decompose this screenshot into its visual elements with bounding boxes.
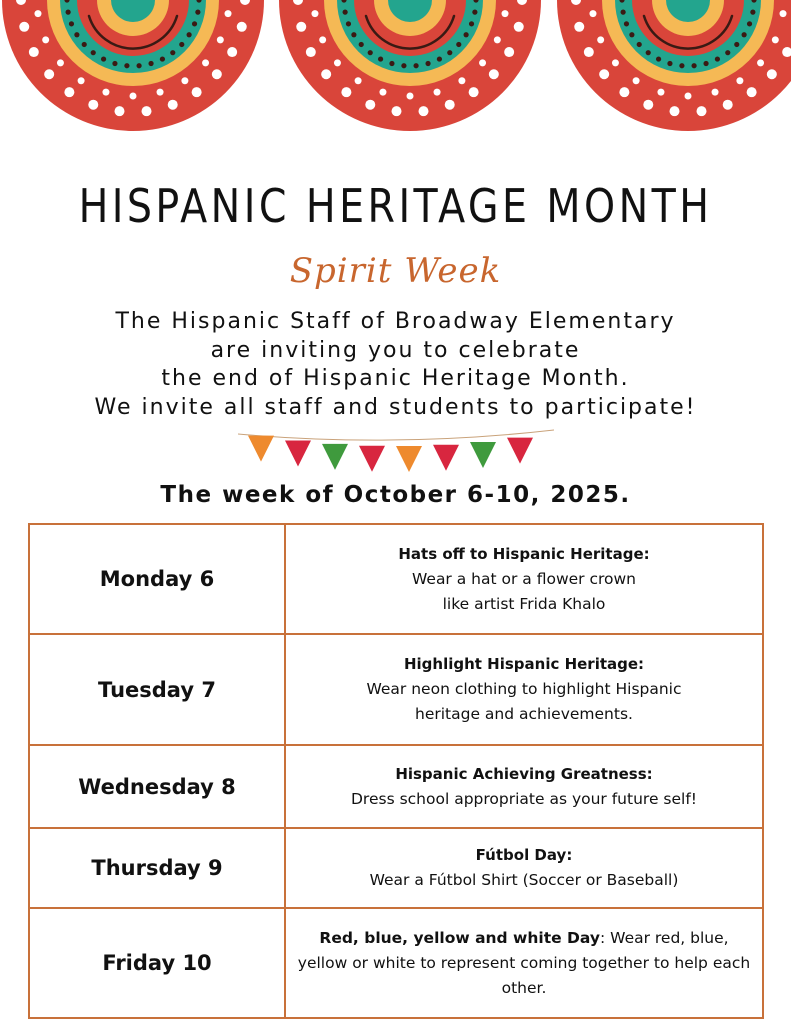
paper-fan-icon bbox=[279, 0, 541, 131]
pennant-flag bbox=[433, 445, 459, 471]
activity-cell bbox=[285, 828, 763, 908]
activity-title: Fútbol Day: bbox=[475, 846, 573, 864]
paper-fan-icon bbox=[557, 0, 791, 131]
activity-cell bbox=[285, 745, 763, 828]
schedule-table bbox=[28, 523, 764, 1019]
pennant-flag bbox=[285, 440, 311, 466]
table-row bbox=[29, 634, 763, 745]
day-cell: Friday 10 bbox=[29, 908, 285, 1018]
activity-title: Red, blue, yellow and white Day bbox=[319, 928, 600, 947]
table-row bbox=[29, 524, 763, 634]
page-title: HISPANIC HERITAGE MONTH bbox=[78, 179, 713, 233]
pennant-flag bbox=[470, 442, 496, 468]
table-row bbox=[29, 828, 763, 908]
week-heading: The week of October 6-10, 2025. bbox=[160, 482, 631, 508]
activity-cell bbox=[285, 634, 763, 745]
activity-line: Dress school appropriate as your future self! bbox=[351, 789, 697, 808]
paper-fan-icon bbox=[2, 0, 264, 131]
pennant-flag bbox=[396, 446, 422, 472]
day-cell: Tuesday 7 bbox=[29, 634, 285, 745]
intro-paragraph bbox=[0, 308, 791, 422]
activity-description: : Wear red, blue, yellow or white to represent coming together to help each other. bbox=[297, 928, 751, 997]
day-cell: Monday 6 bbox=[29, 524, 285, 634]
intro-line: the end of Hispanic Heritage Month. bbox=[161, 366, 630, 391]
paper-fan-ornaments bbox=[0, 0, 791, 140]
pennant-flag bbox=[507, 438, 533, 464]
activity-line: heritage and achievements. bbox=[415, 705, 633, 723]
day-cell: Thursday 9 bbox=[29, 828, 285, 908]
activity-line: Wear a hat or a flower crown bbox=[411, 569, 636, 588]
activity-cell bbox=[285, 908, 763, 1018]
page-subtitle: Spirit Week bbox=[289, 251, 502, 291]
intro-line: We invite all staff and students to participate! bbox=[94, 394, 697, 420]
table-row bbox=[29, 908, 763, 1018]
activity-line: like artist Frida Khalo bbox=[442, 594, 606, 613]
pennant-flag bbox=[322, 444, 348, 470]
activity-title: Hats off to Hispanic Heritage: bbox=[398, 544, 650, 563]
activity-title: Highlight Hispanic Heritage: bbox=[403, 655, 645, 673]
activity-cell bbox=[285, 524, 763, 634]
activity-line: Wear neon clothing to highlight Hispanic bbox=[366, 680, 682, 698]
intro-line: are inviting you to celebrate bbox=[210, 337, 581, 363]
intro-line: The Hispanic Staff of Broadway Elementary bbox=[115, 309, 676, 334]
pennant-flag bbox=[359, 446, 385, 472]
activity-title: Hispanic Achieving Greatness: bbox=[395, 764, 653, 783]
table-row bbox=[29, 745, 763, 828]
activity-line: Wear a Fútbol Shirt (Soccer or Baseball) bbox=[369, 871, 679, 889]
pennant-flag bbox=[248, 436, 274, 462]
bunting-flags-icon bbox=[238, 428, 554, 472]
day-cell: Wednesday 8 bbox=[29, 745, 285, 828]
